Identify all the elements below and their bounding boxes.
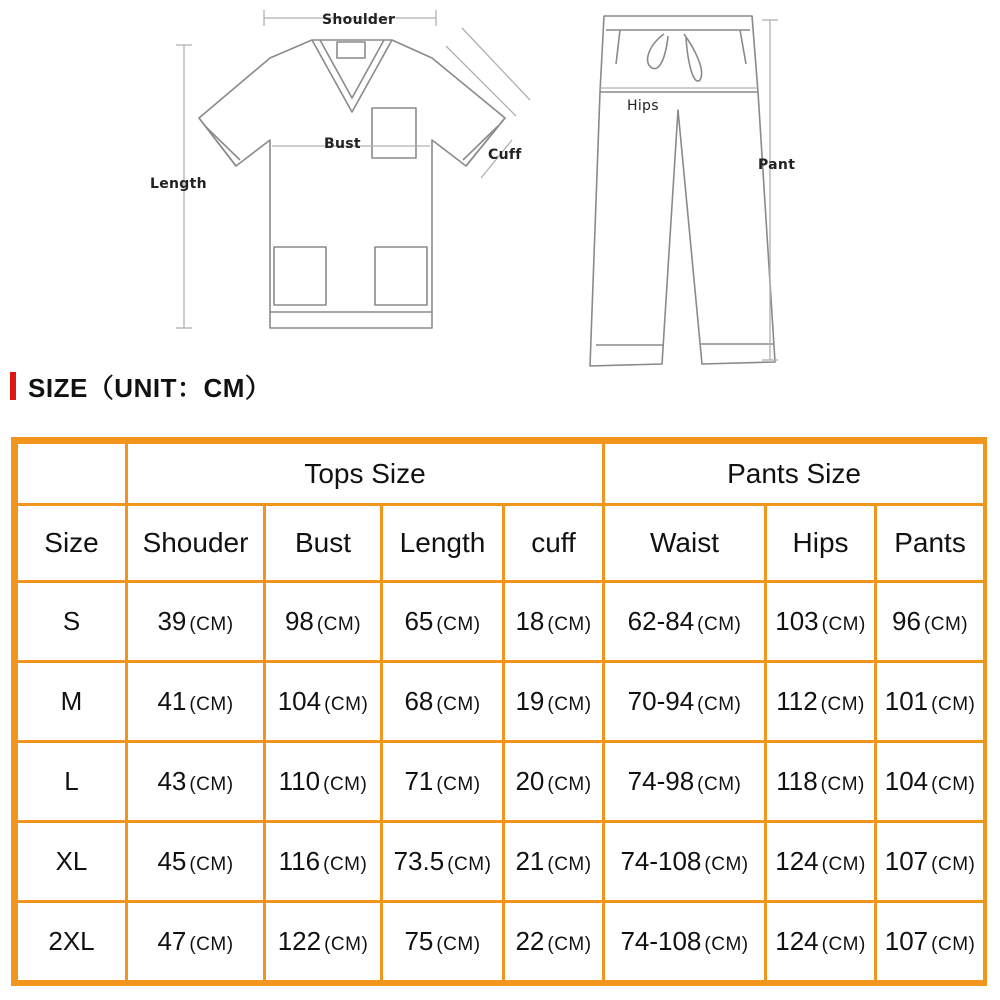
size-chart-table: [15, 441, 986, 983]
bust-cell: [265, 902, 382, 982]
bust-value: 104: [277, 686, 322, 716]
bust-value: 122: [277, 926, 322, 956]
bust-value: 116: [278, 846, 321, 876]
unit-label: (CM): [316, 614, 362, 635]
length-label: Length: [150, 176, 207, 192]
unit-label: (CM): [821, 614, 866, 635]
waist-cell: [604, 742, 766, 822]
waist-cell: [604, 582, 766, 662]
bust-value: 110: [278, 766, 321, 796]
shoulder-label: Shoulder: [322, 12, 396, 28]
unit-label: (CM): [436, 774, 481, 795]
waist-value: 70-94: [627, 686, 695, 716]
hips-cell: [766, 822, 876, 902]
pants-value: 101: [884, 686, 929, 716]
table-row: [17, 902, 985, 982]
table-row: [17, 662, 985, 742]
shoulder-cell: [127, 662, 265, 742]
unit-label: (CM): [436, 694, 481, 715]
scrub-pants-outline: [590, 16, 775, 366]
bust-label: Bust: [324, 136, 361, 152]
corner-cell: [17, 443, 127, 505]
length-value: 65: [404, 606, 434, 636]
size-cell: M: [17, 662, 127, 742]
bust-cell: [265, 742, 382, 822]
shoulder-cell: [127, 822, 265, 902]
bust-cell: [265, 822, 382, 902]
cuff-value: 20: [515, 766, 545, 796]
length-value: 73.5: [393, 846, 445, 876]
shoulder-cell: [127, 582, 265, 662]
hips-label: Hips: [627, 98, 659, 114]
unit-label: (CM): [189, 934, 234, 955]
waist-cell: [604, 822, 766, 902]
hips-cell: [766, 582, 876, 662]
shoulder-value: 45: [157, 846, 187, 876]
col-header-length: Length: [382, 505, 504, 582]
shoulder-value: 47: [157, 926, 187, 956]
pants-value: 107: [884, 846, 929, 876]
shoulder-value: 41: [157, 686, 187, 716]
size-chart-frame: [11, 437, 987, 986]
tops-size-header: Tops Size: [127, 443, 604, 505]
shoulder-cell: [127, 742, 265, 822]
cuff-cell: [504, 822, 604, 902]
unit-label: (CM): [704, 854, 749, 875]
cuff-value: 22: [515, 926, 545, 956]
length-value: 68: [404, 686, 434, 716]
cuff-cell: [504, 902, 604, 982]
unit-label: (CM): [323, 854, 368, 875]
length-cell: [382, 582, 504, 662]
pants-value: 104: [884, 766, 929, 796]
cuff-value: 21: [515, 846, 545, 876]
pant-label: Pant: [758, 157, 796, 173]
heading-accent-bar: [10, 372, 16, 400]
pants-value: 96: [891, 606, 921, 636]
pants-cell: [876, 902, 985, 982]
shoulder-value: 43: [157, 766, 187, 796]
length-value: 75: [404, 926, 434, 956]
hips-value: 124: [775, 926, 819, 956]
unit-label: (CM): [324, 694, 369, 715]
unit-label: (CM): [547, 934, 592, 955]
unit-label: (CM): [931, 694, 976, 715]
size-heading-text: SIZE（UNIT：CM）: [28, 372, 272, 403]
scrub-top-outline: [199, 40, 505, 328]
waist-cell: [604, 662, 766, 742]
unit-label: (CM): [820, 774, 865, 795]
col-header-hips: Hips: [766, 505, 876, 582]
unit-label: (CM): [324, 934, 369, 955]
unit-label: (CM): [820, 694, 865, 715]
col-header-shoulder: Shouder: [127, 505, 265, 582]
cuff-label: Cuff: [488, 147, 522, 163]
length-value: 71: [404, 766, 434, 796]
unit-label: (CM): [547, 614, 592, 635]
cuff-cell: [504, 662, 604, 742]
cuff-cell: [504, 582, 604, 662]
group-header-row: [17, 443, 985, 505]
table-row: [17, 822, 985, 902]
col-header-pants: Pants: [876, 505, 985, 582]
unit-label: (CM): [697, 694, 742, 715]
unit-label: (CM): [436, 934, 481, 955]
size-heading: [10, 370, 271, 402]
unit-label: (CM): [923, 614, 969, 635]
unit-label: (CM): [323, 774, 368, 795]
unit-label: (CM): [447, 854, 492, 875]
waist-value: 74-108: [620, 926, 702, 956]
unit-label: (CM): [436, 614, 481, 635]
unit-label: (CM): [704, 934, 749, 955]
size-cell: 2XL: [17, 902, 127, 982]
length-cell: [382, 822, 504, 902]
size-cell: S: [17, 582, 127, 662]
unit-label: (CM): [931, 854, 976, 875]
hips-value: 103: [775, 606, 819, 636]
length-cell: [382, 662, 504, 742]
pants-cell: [876, 662, 985, 742]
size-cell: L: [17, 742, 127, 822]
hips-cell: [766, 662, 876, 742]
hips-cell: [766, 902, 876, 982]
cuff-cell: [504, 742, 604, 822]
unit-label: (CM): [697, 614, 742, 635]
pants-size-header: Pants Size: [604, 443, 985, 505]
unit-label: (CM): [931, 934, 976, 955]
length-cell: [382, 902, 504, 982]
unit-label: (CM): [189, 774, 234, 795]
size-rows: [17, 582, 985, 982]
unit-label: (CM): [821, 854, 866, 875]
col-header-waist: Waist: [604, 505, 766, 582]
bust-cell: [265, 662, 382, 742]
unit-label: (CM): [821, 934, 866, 955]
unit-label: (CM): [189, 694, 234, 715]
table-row: [17, 582, 985, 662]
pants-value: 107: [884, 926, 929, 956]
unit-label: (CM): [547, 854, 592, 875]
size-diagram: [0, 0, 1000, 370]
shoulder-value: 39: [157, 606, 187, 636]
unit-label: (CM): [189, 854, 234, 875]
cuff-value: 18: [515, 606, 545, 636]
size-cell: XL: [17, 822, 127, 902]
col-header-cuff: cuff: [504, 505, 604, 582]
col-header-size: Size: [17, 505, 127, 582]
unit-label: (CM): [697, 774, 742, 795]
hips-cell: [766, 742, 876, 822]
unit-label: (CM): [547, 774, 592, 795]
bust-cell: [265, 582, 382, 662]
waist-cell: [604, 902, 766, 982]
length-cell: [382, 742, 504, 822]
unit-label: (CM): [189, 614, 234, 635]
waist-value: 74-98: [627, 766, 695, 796]
waist-value: 62-84: [627, 606, 695, 636]
unit-label: (CM): [931, 774, 976, 795]
pants-cell: [876, 582, 985, 662]
pants-cell: [876, 822, 985, 902]
cuff-value: 19: [515, 686, 545, 716]
bust-value: 98: [284, 606, 314, 636]
col-header-bust: Bust: [265, 505, 382, 582]
column-header-row: [17, 505, 985, 582]
shoulder-cell: [127, 902, 265, 982]
table-row: [17, 742, 985, 822]
unit-label: (CM): [547, 694, 592, 715]
hips-value: 124: [775, 846, 819, 876]
hips-value: 118: [776, 766, 818, 796]
pants-cell: [876, 742, 985, 822]
hips-value: 112: [776, 686, 818, 716]
waist-value: 74-108: [620, 846, 702, 876]
